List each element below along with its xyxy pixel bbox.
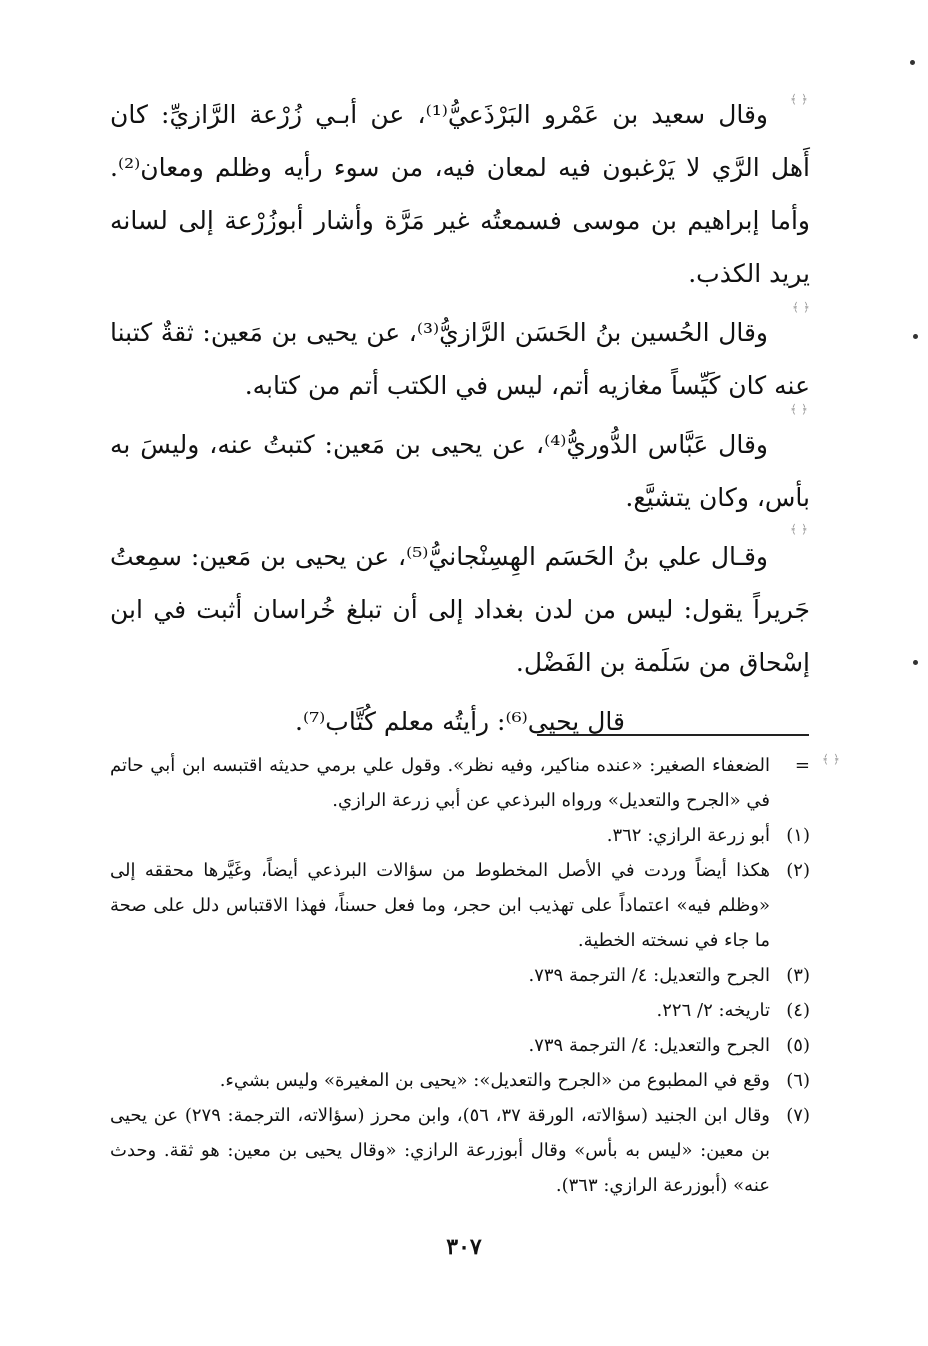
paragraph-4: وقـال علي بنُ الحَسَم الهِسِنْجانيُّ⁽⁵⁾، عن يحيى بن مَعين: سمِعتُ جَريراً يقول: ليس من لدن بغداد إلى أن تبلغ خُراسان أثبت في ابن إسْحاق من سَلَمة بن الفَضْل. xyxy=(110,542,810,677)
footnote-text: وقال ابن الجنيد (سؤالاته، الورقة ٣٧، ٥٦)، وابن محرز (سؤالاته، الترجمة: ٢٧٩) عن يحيى بن معين: «ليس به بأس» وقال أبوزرعة الرازي: «وقال يحيى بن معين: هو ثقة. وحدث عنه» (أبوزرعة الرازي: ٣٦٣). xyxy=(110,1105,770,1196)
binding-hole xyxy=(913,334,918,339)
footnote-number: (٢) xyxy=(786,860,810,881)
margin-annotation: ﴿ ﴾ xyxy=(792,300,810,314)
margin-annotation: ﴿ ﴾ xyxy=(790,522,808,536)
footnote-text: أبو زرعة الرازي: ٣٦٢. xyxy=(606,825,770,846)
margin-annotation: ﴿ ﴾ xyxy=(790,92,808,106)
main-text xyxy=(110,88,810,754)
footnote-number: (١) xyxy=(786,825,810,846)
footnote-3 xyxy=(110,958,810,993)
footnote-text: الجرح والتعديل: ٤/ الترجمة ٧٣٩. xyxy=(528,1035,770,1056)
binding-hole xyxy=(910,60,915,65)
footnotes xyxy=(110,748,810,1203)
footnote-2 xyxy=(110,853,810,958)
footnote-continued xyxy=(110,748,810,818)
footnote-text: هكذا أيضاً وردت في الأصل المخطوط من سؤالات البرذعي أيضاً، وغَيَّرها محققه إلى «وظلم فيه» اعتماداً على تهذيب ابن حجر، وما فعل حسناً، فهذا الاقتباس دلل على صحة ما جاء في نسخته الخطية. xyxy=(110,860,770,951)
footnote-number: (٥) xyxy=(786,1035,810,1056)
footnote-number: (٧) xyxy=(786,1105,810,1126)
margin-annotation: ﴿ ﴾ xyxy=(790,402,808,416)
footnote-7 xyxy=(110,1098,810,1203)
paragraph-1: وقال سعيد بن عَمْرو البَرْذَعيُّ⁽¹⁾، عن أبـي زُرْعة الرَّازيِّ: كان أَهل الرَّي لا يَرْغبون فيه لمعان فيه، من سوء رأيه وظلم ومعان⁽²⁾. وأما إبراهيم بن موسى فسمعتُه غير مَرَّة وأشار أبوزُرْعة إلى لسانه يريد الكذب. xyxy=(110,100,810,288)
footnote-text: الجرح والتعديل: ٤/ الترجمة ٧٣٩. xyxy=(528,965,770,986)
page-number: ٣٠٧ xyxy=(446,1234,482,1260)
paragraph-3: وقال عَبَّاس الدُّوريُّ⁽⁴⁾، عن يحيى بن مَعين: كتبتُ عنه، وليسَ به بأس، وكان يتشيَّع. xyxy=(110,430,810,512)
footnote-separator xyxy=(537,734,809,736)
footnote-number: = xyxy=(794,755,810,776)
footnote-text: تاريخه: ٢/ ٢٢٦. xyxy=(656,1000,770,1021)
footnote-text: وقع في المطبوع من «الجرح والتعديل»: «يحيى بن المغيرة» وليس بشيء. xyxy=(219,1070,770,1091)
closing-line: قال يحيى⁽⁶⁾: رأيتُه معلم كُتَّاب⁽⁷⁾. xyxy=(295,707,625,736)
margin-annotation: ﴿ ﴾ xyxy=(822,752,840,766)
paragraph-2: وقال الحُسين بنُ الحَسَن الرَّازيُّ⁽³⁾، عن يحيى بن مَعين: ثقةٌ كتبنا عنه كان كَيِّساً مغازيه أتم، ليس في الكتب أتم من كتابه. xyxy=(110,318,810,400)
footnote-number: (٦) xyxy=(786,1070,810,1091)
footnote-text: الضعفاء الصغير: «عنده مناكير، وفيه نظر». وقول علي برمي حديثه اقتبسه ابن أبي حاتم في «الجرح والتعديل» ورواه البرذعي عن أبي زرعة الرازي. xyxy=(110,755,770,811)
footnote-1 xyxy=(110,818,810,853)
footnote-6 xyxy=(110,1063,810,1098)
footnote-5 xyxy=(110,1028,810,1063)
footnote-number: (٣) xyxy=(786,965,810,986)
footnote-number: (٤) xyxy=(786,1000,810,1021)
binding-hole xyxy=(913,660,918,665)
footnote-4 xyxy=(110,993,810,1028)
